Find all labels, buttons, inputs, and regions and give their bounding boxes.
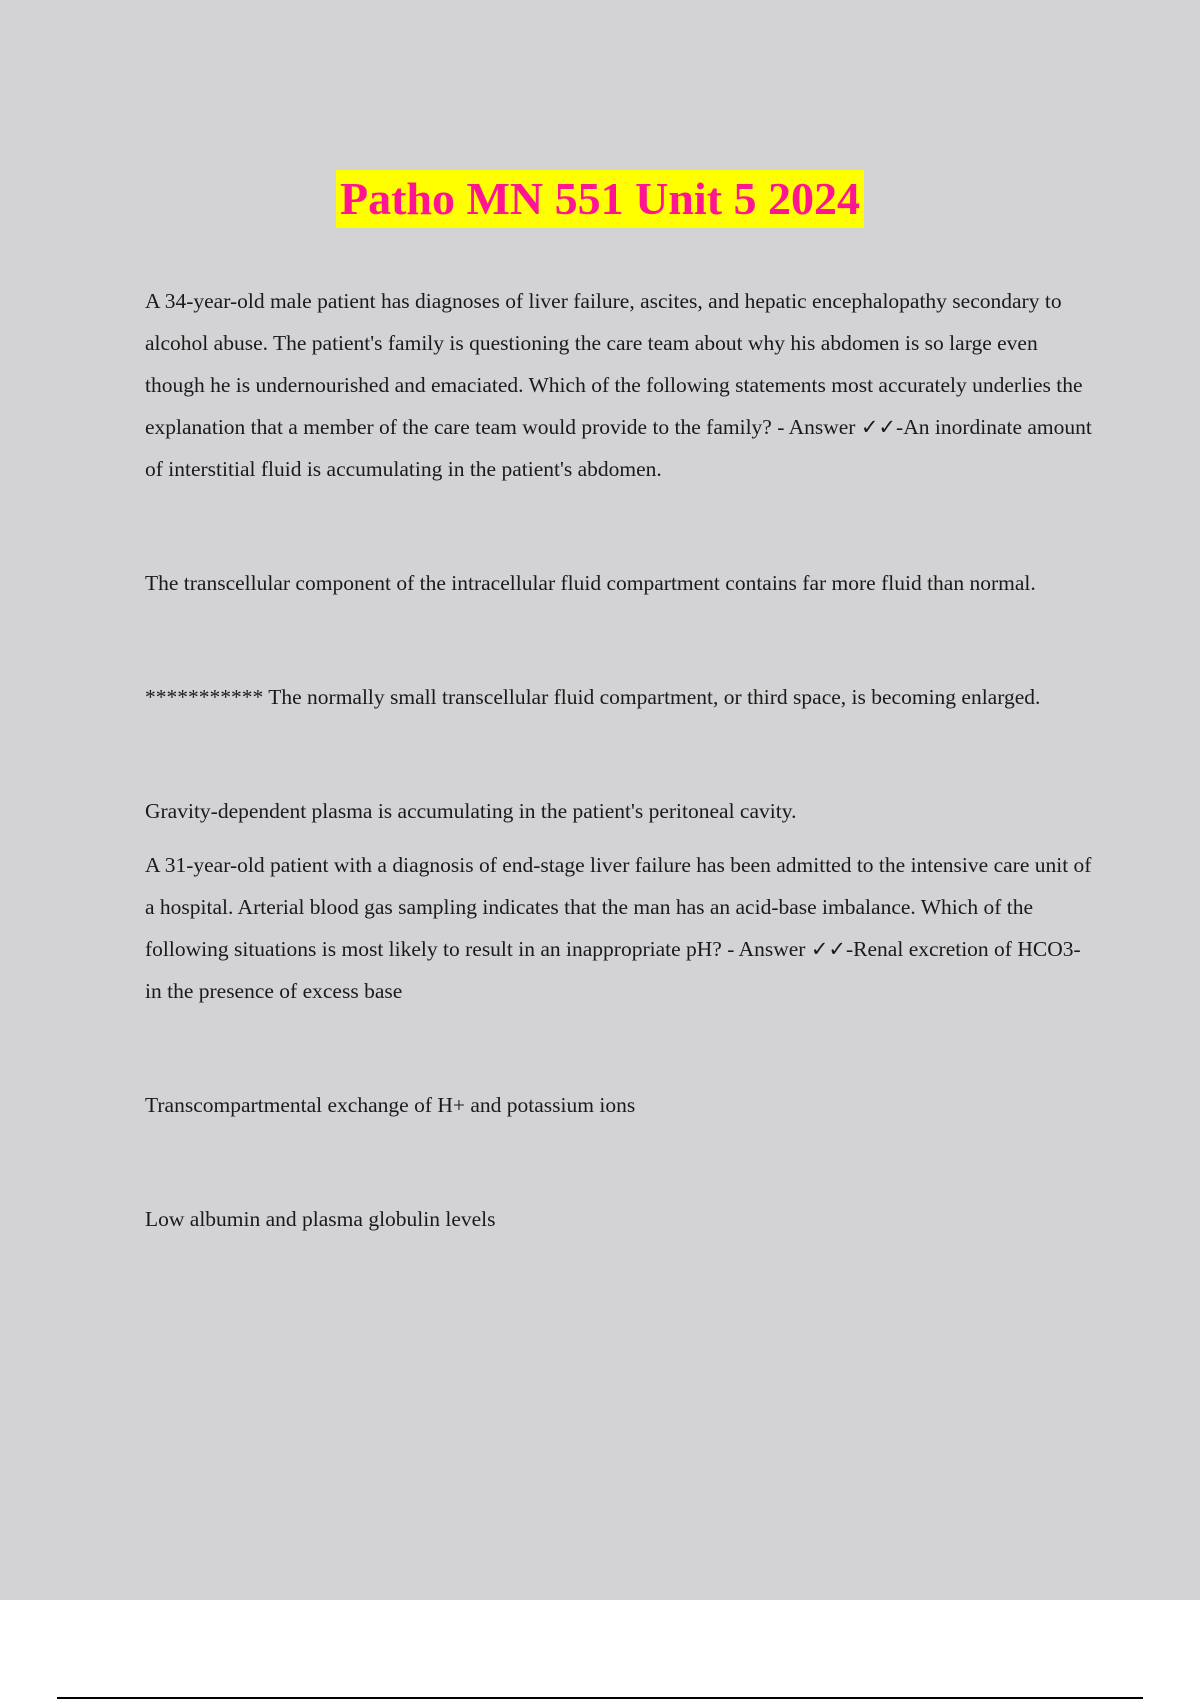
question-2 <box>145 844 1095 1012</box>
check-mark-icon: ✓✓ <box>810 937 847 961</box>
question-2-option-3: Low albumin and plasma globulin levels <box>145 1207 496 1231</box>
question-1-option-4: Gravity-dependent plasma is accumulating in the patient's peritoneal cavity. <box>145 799 797 823</box>
document-body <box>145 280 1095 1240</box>
question-2-stem: A 31-year-old patient with a diagnosis of end-stage liver failure has been admitted to the intensive care unit of a hospital. Arterial blood gas sampling indicates that the man has an acid-base imbalance. Which of the following situations is most likely to result in an inappropriate pH? - Answer <box>145 853 1092 961</box>
question-2-answer: -Renal excretion of HCO3- in the presence of excess base <box>145 937 1081 1003</box>
question-1-answer: -An inordinate amount of interstitial fluid is accumulating in the patient's abdomen. <box>145 415 1092 481</box>
footer-divider <box>57 1697 1143 1699</box>
question-1-stem: A 34-year-old male patient has diagnoses of liver failure, ascites, and hepatic encephalopathy secondary to alcohol abuse. The patient's family is questioning the care team about why his abdomen is so large even though he is undernourished and emaciated. Which of the following statements most accurately underlies the explanation that a member of the care team would provide to the family? - Answer <box>145 289 1083 439</box>
question-1 <box>145 280 1095 490</box>
title-container <box>0 170 1200 228</box>
check-mark-icon: ✓✓ <box>860 415 897 439</box>
question-1-option-2: The transcellular component of the intracellular fluid compartment contains far more fluid than normal. <box>145 571 1036 595</box>
question-2-option-2: Transcompartmental exchange of H+ and potassium ions <box>145 1093 636 1117</box>
question-1-option-3: *********** The normally small transcellular fluid compartment, or third space, is becoming enlarged. <box>145 685 1041 709</box>
document-title: Patho MN 551 Unit 5 2024 <box>336 170 864 228</box>
